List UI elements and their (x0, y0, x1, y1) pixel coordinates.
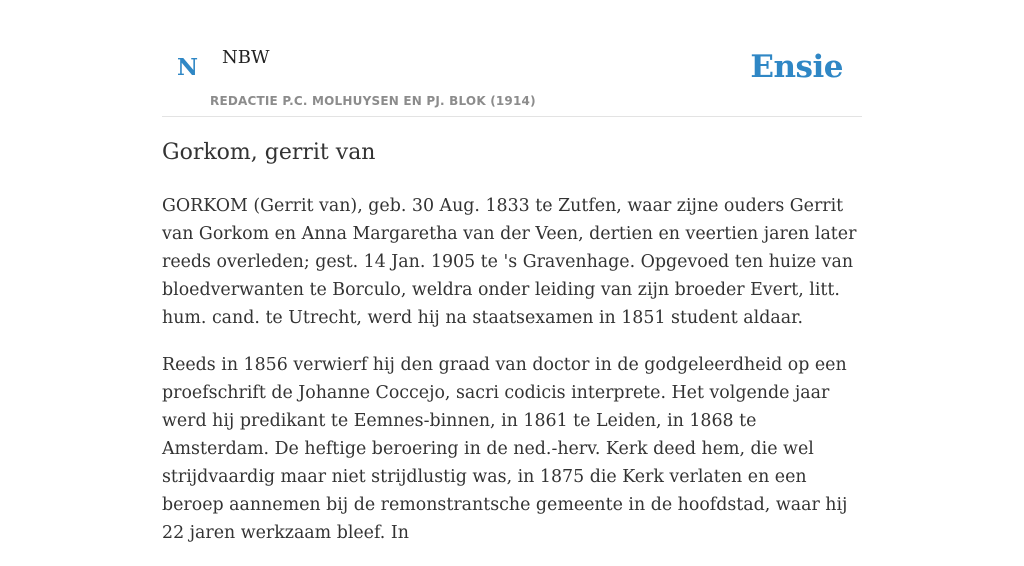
source-logo-icon[interactable]: N (177, 54, 199, 81)
entry-paragraph: Reeds in 1856 verwierf hij den graad van doctor in de godgeleerdheid op een proefschrift de Johanne Coccejo, sacri codicis interprete. Het volgende jaar werd hij predikant te Eemnes-binnen, in 1861 te Leiden, in 1868 te Amsterdam. De heftige beroering in de ned.-herv. Kerk deed hem, die wel strijdvaardig maar niet strijdlustig was, in 1875 die Kerk verlaten en een beroep aannemen bij de remonstrantsche gemeente in de hoofdstad, waar hij 22 jaren werkzaam bleef. In (162, 355, 848, 543)
source-subtitle: REDACTIE P.C. MOLHUYSEN EN PJ. BLOK (1914) (210, 94, 536, 108)
entry-paragraph: GORKOM (Gerrit van), geb. 30 Aug. 1833 te Zutfen, waar zijne ouders Gerrit van Gorkom en Anna Margaretha van der Veen, dertien en veertien jaren later reeds overleden; gest. 14 Jan. 1905 te 's Gravenhage. Opgevoed ten huize van bloedverwanten te Borculo, weldra onder leiding van zijn broeder Evert, litt. hum. cand. te Utrecht, werd hij na staatsexamen in 1851 student aldaar. (162, 196, 857, 328)
content-container (162, 0, 862, 543)
entry-title: Gorkom, gerrit van (162, 140, 376, 165)
brand-logo-link[interactable]: Ensie (750, 49, 843, 85)
entry-body (162, 192, 862, 566)
header (162, 0, 862, 117)
source-title[interactable]: NBW (222, 47, 270, 68)
